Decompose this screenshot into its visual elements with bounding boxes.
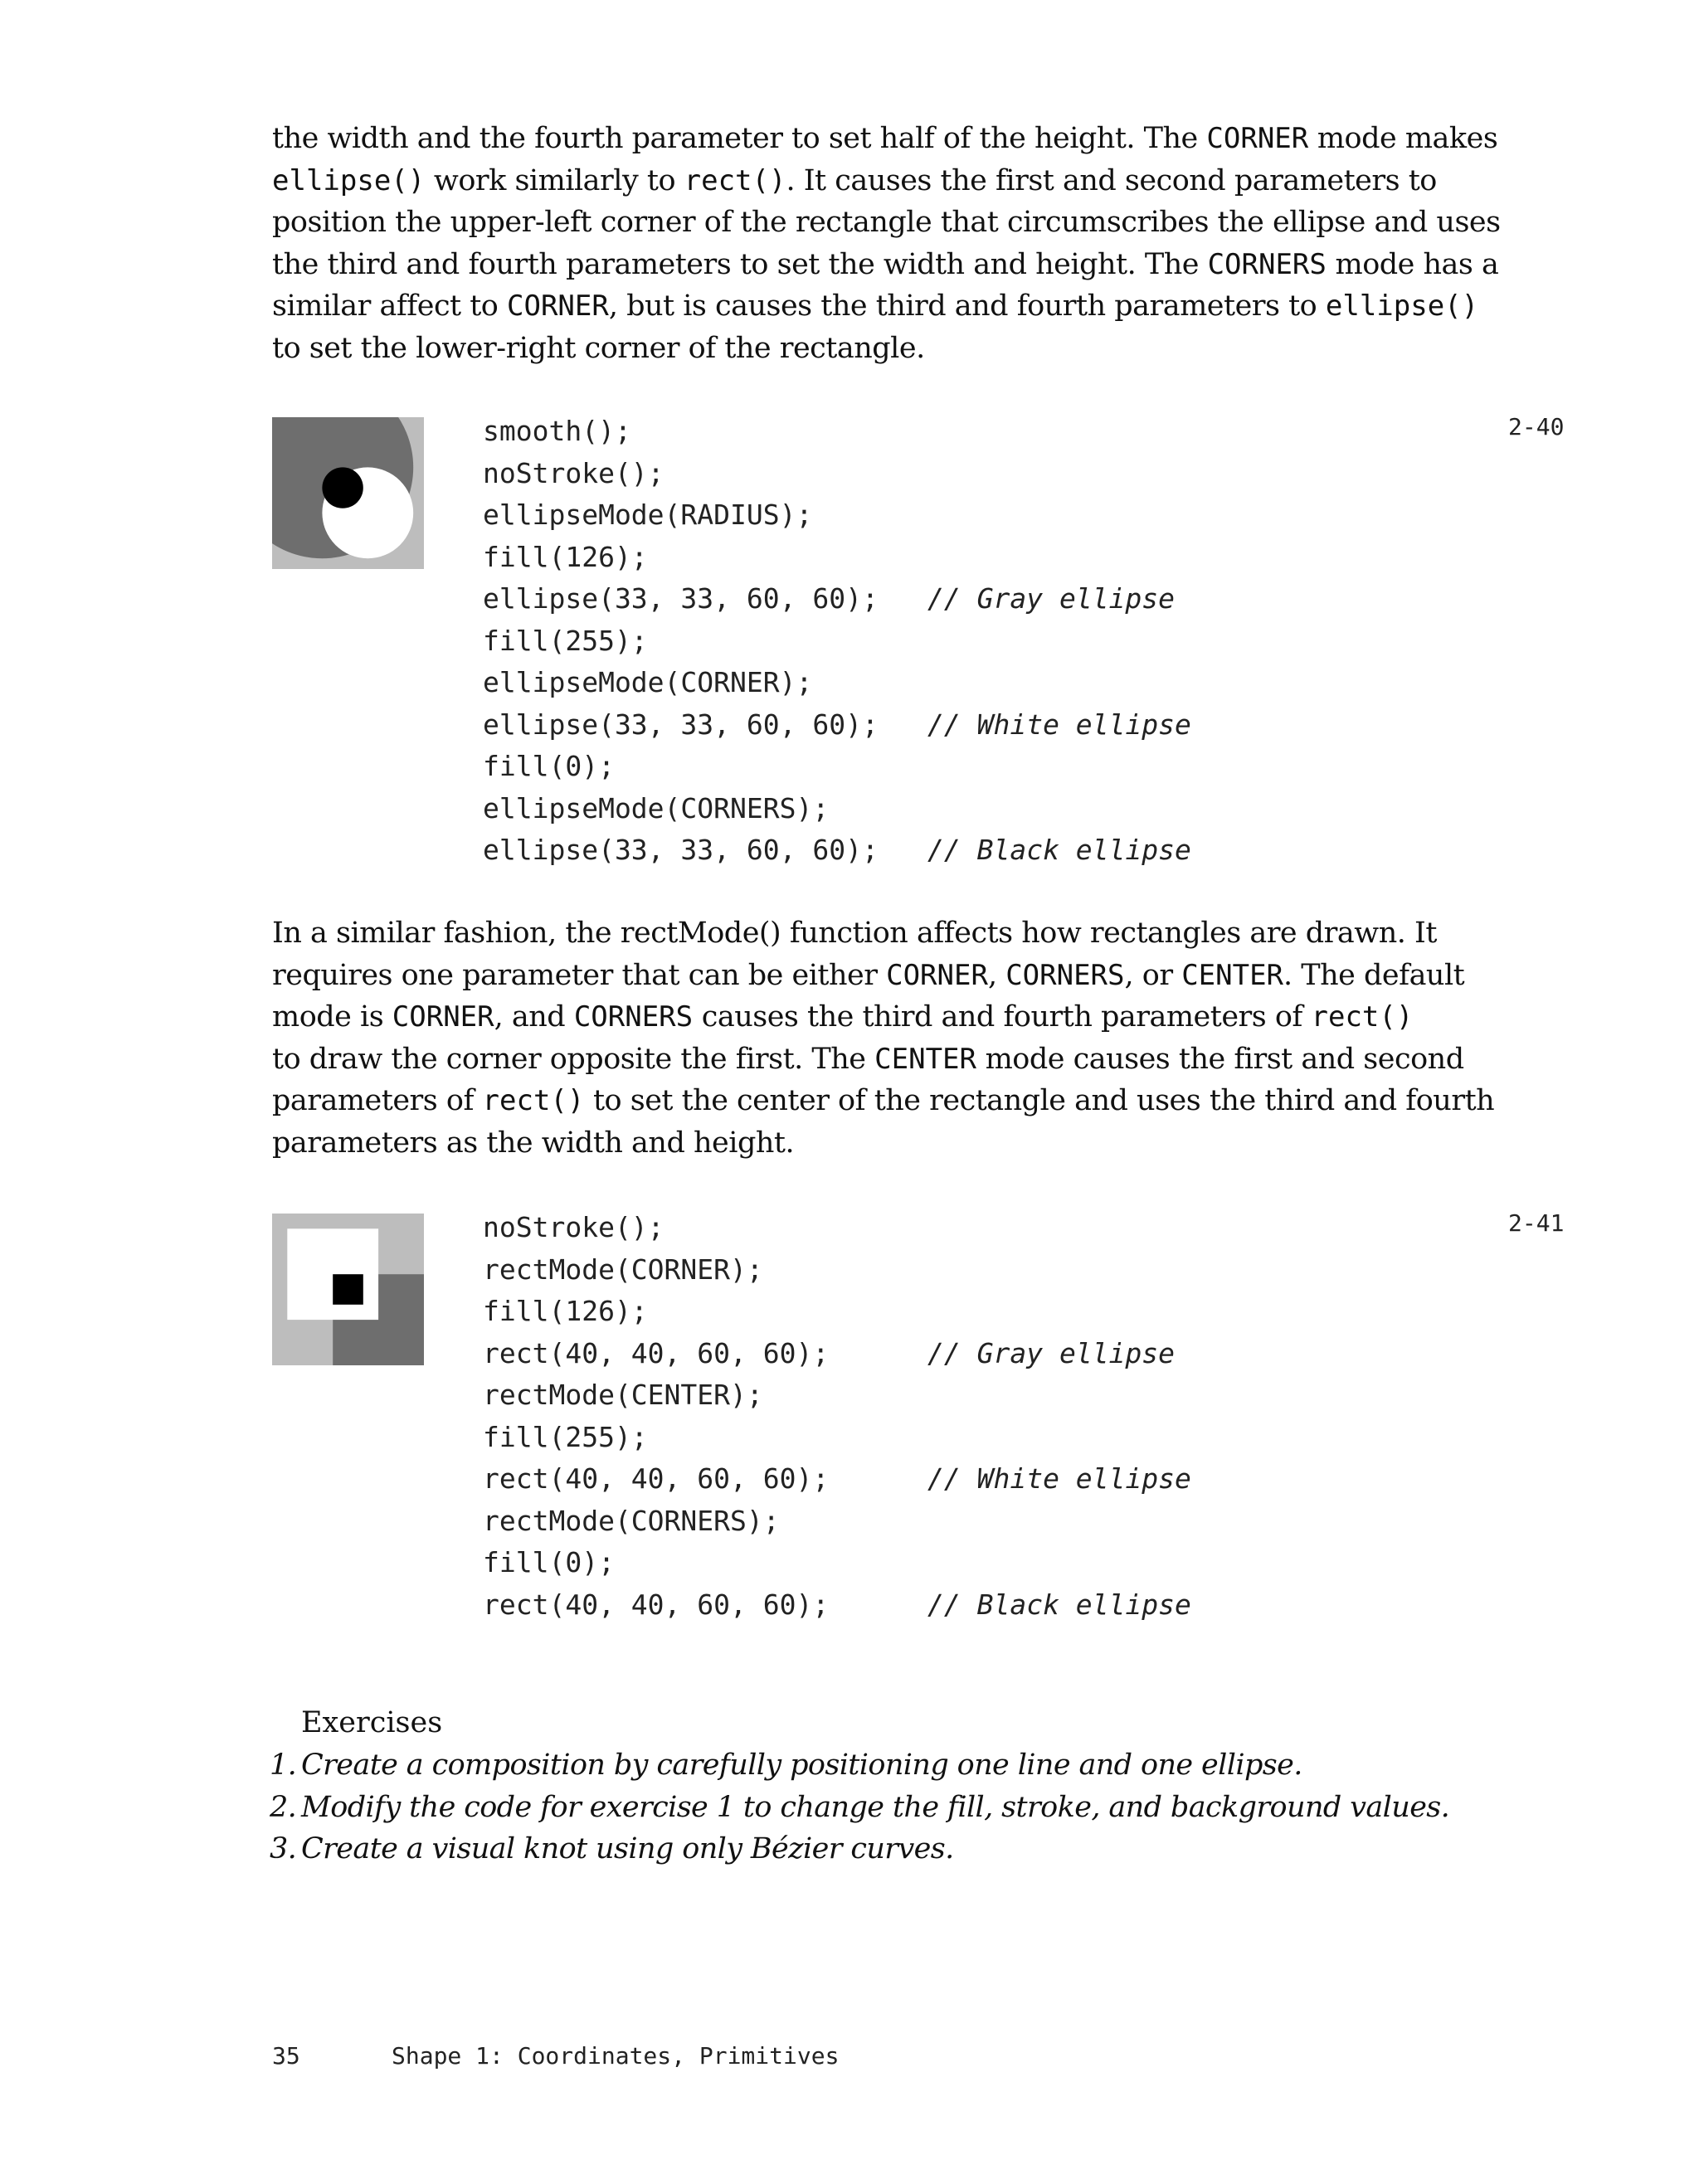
code-text: rect(40, 40, 60, 60); — [483, 1462, 830, 1495]
code-line — [483, 1458, 1191, 1501]
chapter-title: Shape 1: Coordinates, Primitives — [392, 2042, 840, 2070]
code-line — [483, 1417, 829, 1459]
code-line — [483, 578, 1176, 620]
ellipse-mode-illustration — [272, 417, 424, 569]
page-footer — [272, 2042, 840, 2070]
code-comment: // Black ellipse — [927, 834, 1191, 866]
code-text: rect(40, 40, 60, 60); — [483, 1588, 830, 1621]
code-line — [483, 620, 879, 663]
rectmode-paragraph — [272, 912, 1495, 1164]
code-line — [483, 1542, 829, 1584]
code-text: ellipseMode(CORNERS); — [483, 791, 830, 824]
code-line — [483, 704, 1191, 747]
example-2-40-code — [483, 411, 1191, 872]
code-text: ellipseMode(RADIUS); — [483, 499, 813, 531]
code-text: fill(0); — [483, 1546, 615, 1578]
black-rectangle — [333, 1274, 363, 1305]
code-line — [483, 1333, 1176, 1375]
code-line — [483, 1291, 829, 1333]
white-rectangle — [287, 1228, 378, 1320]
code-text: rectMode(CENTER); — [483, 1379, 763, 1411]
exercise-text: Modify the code for exercise 1 to change the fill, stroke, and background values. — [301, 1790, 1450, 1824]
text-line: parameters as the width and height. — [272, 1126, 795, 1160]
code-line — [483, 1207, 829, 1249]
code-text: fill(255); — [483, 624, 648, 657]
exercise-number: 2. — [270, 1790, 297, 1824]
exercise-list — [270, 1744, 1449, 1870]
code-text: noStroke(); — [483, 1211, 665, 1243]
text-line: requires one parameter that can be either CORNER, CORNERS, or CENTER. The default — [272, 958, 1465, 992]
text-line: In a similar fashion, the rectMode() function affects how rectangles are drawn. It — [272, 917, 1437, 950]
text-line: to draw the corner opposite the first. The CENTER mode causes the first and second — [272, 1042, 1464, 1076]
example-2-40-figure — [272, 417, 424, 569]
text-line: ellipse() work similarly to rect(). It causes the first and second parameters to — [272, 163, 1437, 197]
example-2-41-code — [483, 1207, 1191, 1626]
code-text: ellipseMode(CORNER); — [483, 666, 813, 698]
code-text: ellipse(33, 33, 60, 60); — [483, 582, 879, 615]
code-text: smooth(); — [483, 415, 631, 447]
exercise-item — [270, 1828, 1449, 1870]
code-text: rectMode(CORNERS); — [483, 1504, 780, 1537]
code-text: ellipse(33, 33, 60, 60); — [483, 708, 879, 741]
text-line: the width and the fourth parameter to set half of the height. The CORNER mode makes — [272, 122, 1498, 155]
code-text: fill(0); — [483, 750, 615, 782]
exercise-item — [270, 1787, 1449, 1829]
code-comment: // Gray ellipse — [927, 1336, 1176, 1369]
code-comment: // White ellipse — [927, 1462, 1191, 1495]
code-text: noStroke(); — [483, 456, 665, 489]
code-line — [483, 829, 1191, 872]
rect-mode-illustration — [272, 1214, 424, 1365]
code-text: fill(255); — [483, 1420, 648, 1453]
exercise-number: 1. — [270, 1749, 297, 1782]
intro-paragraph — [272, 118, 1501, 369]
example-number: 2-40 — [1508, 413, 1565, 440]
code-line — [483, 453, 879, 495]
code-line — [483, 411, 879, 453]
code-line — [483, 662, 879, 704]
exercises-heading: Exercises — [301, 1706, 443, 1739]
text-line: mode is CORNER, and CORNERS causes the third and fourth parameters of rect() — [272, 1000, 1414, 1034]
code-text: rect(40, 40, 60, 60); — [483, 1336, 830, 1369]
text-line: position the upper-left corner of the rectangle that circumscribes the ellipse and uses — [272, 206, 1501, 239]
example-2-41-figure — [272, 1214, 424, 1365]
text-line: parameters of rect() to set the center of the rectangle and uses the third and fourth — [272, 1084, 1495, 1117]
exercise-text: Create a visual knot using only Bézier curves. — [301, 1832, 954, 1865]
text-line: to set the lower-right corner of the rectangle. — [272, 331, 925, 365]
code-text: ellipse(33, 33, 60, 60); — [483, 834, 879, 866]
exercise-text: Create a composition by carefully positioning one line and one ellipse. — [301, 1749, 1302, 1782]
code-line — [483, 537, 879, 579]
black-ellipse — [322, 467, 363, 508]
code-text: fill(126); — [483, 540, 648, 573]
code-comment: // Gray ellipse — [927, 582, 1176, 615]
text-line: the third and fourth parameters to set the width and height. The CORNERS mode has a — [272, 247, 1499, 281]
text-line: similar affect to CORNER, but is causes the third and fourth parameters to ellipse() — [272, 289, 1479, 323]
code-line — [483, 494, 879, 537]
example-number: 2-41 — [1508, 1209, 1565, 1237]
code-line — [483, 746, 879, 788]
code-comment: // Black ellipse — [927, 1588, 1191, 1621]
code-comment: // White ellipse — [927, 708, 1191, 741]
exercise-number: 3. — [270, 1832, 297, 1865]
code-text: rectMode(CORNER); — [483, 1253, 763, 1286]
code-line — [483, 1374, 829, 1417]
code-line — [483, 1501, 829, 1543]
exercise-item — [270, 1744, 1449, 1787]
code-line — [483, 1584, 1191, 1627]
code-line — [483, 788, 879, 830]
code-text: fill(126); — [483, 1295, 648, 1327]
code-line — [483, 1249, 829, 1291]
page-number: 35 — [272, 2042, 300, 2070]
